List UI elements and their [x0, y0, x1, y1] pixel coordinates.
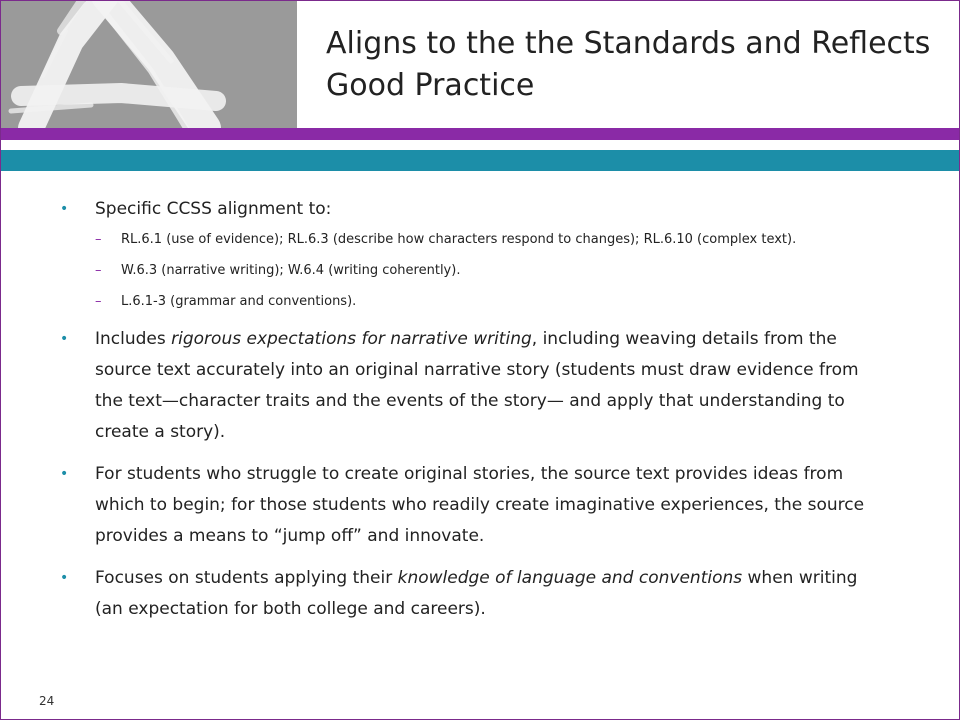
sub-bullet-text: W.6.3 (narrative writing); W.6.4 (writing coherently). — [121, 263, 461, 278]
brushstroke-letter-a-logo-icon — [1, 1, 297, 128]
dash-marker: – — [95, 263, 102, 278]
sub-bullet-text: L.6.1-3 (grammar and conventions). — [121, 294, 357, 309]
bullet-ccss-alignment — [57, 194, 889, 312]
bullet-text-before: Includes — [95, 329, 172, 349]
bullet-text: Specific CCSS alignment to: — [95, 199, 332, 219]
purple-divider-band — [1, 128, 959, 140]
sub-bullet-l-standards — [95, 291, 889, 312]
sub-bullet-rl-standards — [95, 229, 889, 250]
logo-panel — [1, 1, 297, 128]
bullet-narrative-writing — [57, 324, 889, 448]
sub-bullet-w-standards — [95, 260, 889, 281]
bullet-list — [57, 194, 889, 636]
bullet-marker: • — [60, 201, 69, 217]
bullet-language-conventions — [57, 563, 889, 625]
page-number: 24 — [39, 694, 55, 708]
bullet-marker: • — [60, 570, 69, 586]
slide-title: Aligns to the the Standards and Reflects Good Practice — [326, 26, 931, 103]
bullet-marker: • — [60, 331, 69, 347]
dash-marker: – — [95, 232, 102, 247]
teal-divider-band — [1, 150, 959, 171]
dash-marker: – — [95, 294, 102, 309]
sub-bullet-text: RL.6.1 (use of evidence); RL.6.3 (describe how characters respond to changes); RL.6.10 (complex text). — [121, 232, 797, 247]
bullet-text-after: , including weaving details from the source text accurately into an original narrative story (students must draw evidence from the text—character traits and the events of the story— and apply that understanding to create a story). — [95, 329, 859, 442]
bullet-text-before: Focuses on students applying their — [95, 568, 398, 588]
bullet-text: For students who struggle to create original stories, the source text provides ideas from which to begin; for those students who readily create imaginative experiences, the source provides a means to “jump off” and innovate. — [95, 464, 865, 546]
bullet-emphasis: rigorous expectations for narrative writing — [171, 329, 532, 349]
bullet-marker: • — [60, 466, 69, 482]
sub-bullet-list — [95, 229, 889, 312]
bullet-text-after: when writing (an expectation for both college and careers). — [95, 568, 858, 619]
bullet-emphasis: knowledge of language and conventions — [397, 568, 743, 588]
bullet-struggling-students — [57, 459, 889, 552]
